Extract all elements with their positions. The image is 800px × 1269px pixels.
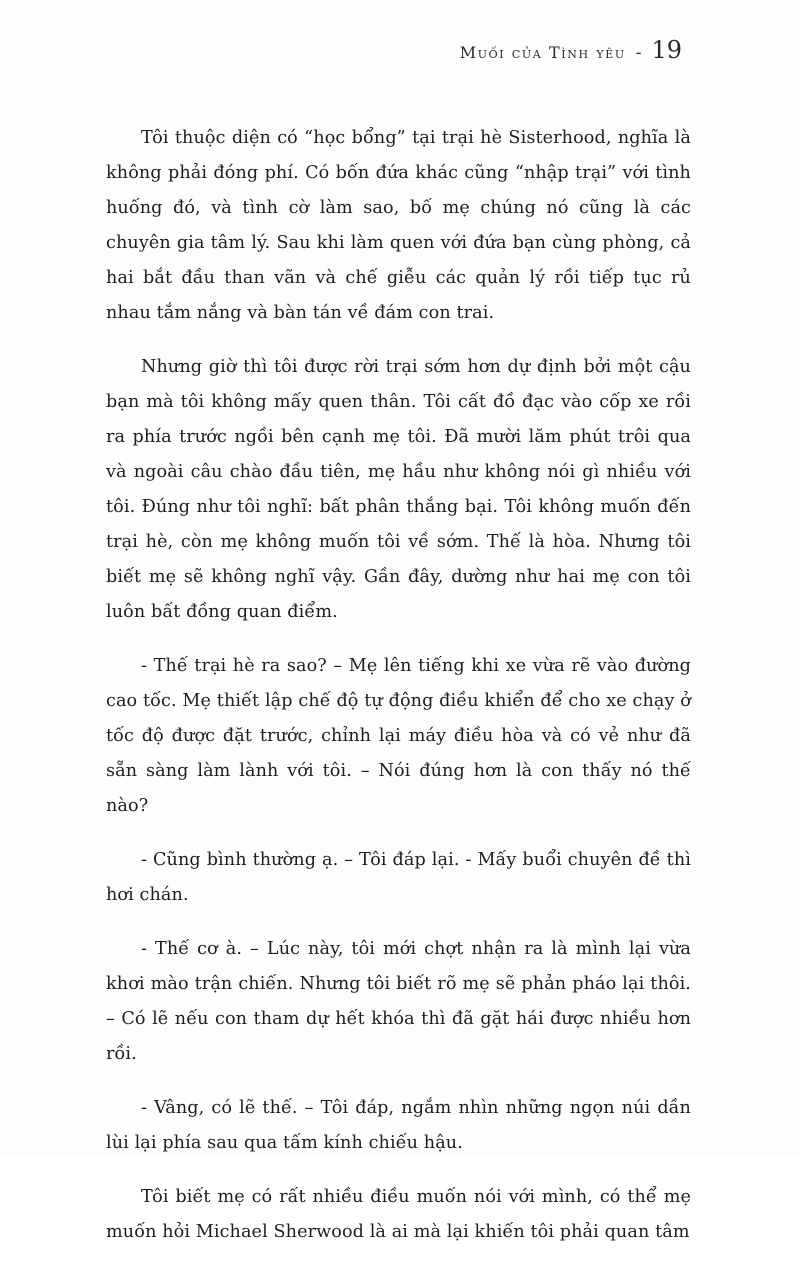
paragraph-5: - Thế cơ à. – Lúc này, tôi mới chợt nhận ra là mình lại vừa khơi mào trận chiến. Nhưng tôi biết rõ mẹ sẽ phản pháo lại thôi. – Có lẽ nếu con tham dự hết khóa thì đã gặt hái được nhiều hơn rồi. — [106, 939, 691, 1064]
header-separator: - — [635, 43, 642, 63]
paragraph-4: - Cũng bình thường ạ. – Tôi đáp lại. - Mấy buổi chuyên đề thì hơi chán. — [106, 850, 691, 905]
running-header — [460, 36, 682, 64]
paragraph-2: Nhưng giờ thì tôi được rời trại sớm hơn dự định bởi một cậu bạn mà tôi không mấy quen thân. Tôi cất đồ đạc vào cốp xe rồi ra phía trước ngồi bên cạnh mẹ tôi. Đã mười lăm phút trôi qua và ngoài câu chào đầu tiên, mẹ hầu như không nói gì nhiều với tôi. Đúng như tôi nghĩ: bất phân thắng bại. Tôi không muốn đến trại hè, còn mẹ không muốn tôi về sớm. Thế là hòa. Nhưng tôi biết mẹ sẽ không nghĩ vậy. Gần đây, dường như hai mẹ con tôi luôn bất đồng quan điểm. — [106, 357, 691, 622]
paragraph-7: Tôi biết mẹ có rất nhiều điều muốn nói với mình, có thể mẹ muốn hỏi Michael Sherwood là ai mà lại khiến tôi phải quan tâm — [106, 1187, 691, 1242]
paragraph-6: - Vâng, có lẽ thế. – Tôi đáp, ngắm nhìn những ngọn núi dần lùi lại phía sau qua tấm kính chiếu hậu. — [106, 1098, 691, 1153]
page-number: 19 — [651, 36, 682, 64]
paragraph-3: - Thế trại hè ra sao? – Mẹ lên tiếng khi xe vừa rẽ vào đường cao tốc. Mẹ thiết lập chế độ tự động điều khiển để cho xe chạy ở tốc độ được đặt trước, chỉnh lại máy điều hòa và có vẻ như đã sẵn sàng làm lành với tôi. – Nói đúng hơn là con thấy nó thế nào? — [106, 656, 691, 816]
paragraph-1: Tôi thuộc diện có “học bổng” tại trại hè Sisterhood, nghĩa là không phải đóng phí. Có bốn đứa khác cũng “nhập trại” với tình huống đó, và tình cờ làm sao, bố mẹ chúng nó cũng là các chuyên gia tâm lý. Sau khi làm quen với đứa bạn cùng phòng, cả hai bắt đầu than vãn và chế giễu các quản lý rồi tiếp tục rủ nhau tắm nắng và bàn tán về đám con trai. — [106, 128, 691, 323]
body-text — [106, 121, 691, 1269]
header-title: Muối của Tình yêu — [459, 43, 626, 62]
